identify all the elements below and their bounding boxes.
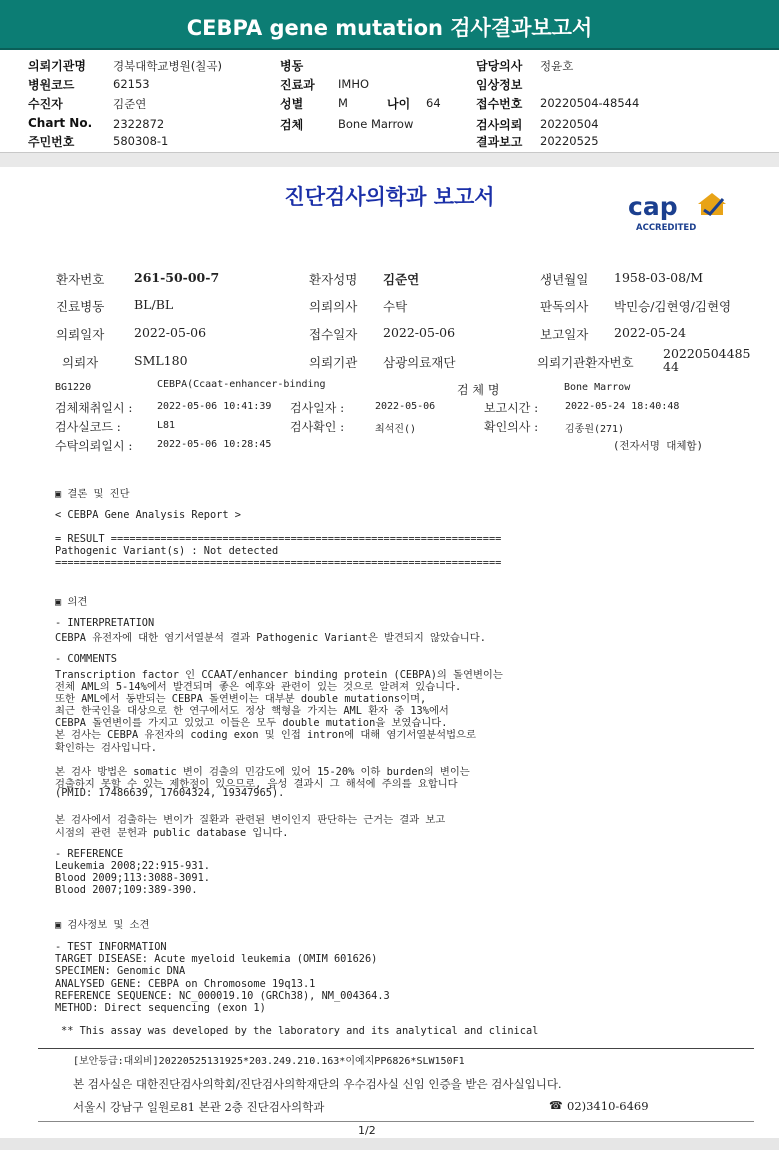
test-label: 확인의사 : — [484, 420, 539, 434]
address-text: 서울시 강남구 일원로81 본관 2층 진단검사의학과 — [73, 1100, 325, 1114]
header-value: IMHO — [338, 77, 370, 91]
section-test-info-heading: ▣ 검사정보 및 소견 — [55, 919, 150, 931]
document-title: CEBPA gene mutation 검사결과보고서 — [186, 16, 593, 40]
text-line: 전체 AML의 5-14%에서 발견되며 좋은 예후와 관련이 있는 것으로 알려져 있습니다. — [55, 680, 462, 693]
test-label: 보고시간 : — [484, 401, 539, 415]
footer-bottom-rule — [38, 1121, 754, 1122]
text-line: = RESULT =============================================================== — [55, 533, 502, 545]
header-value: 김준연 — [113, 97, 147, 111]
text-line: 시점의 관련 문헌과 public database 입니다. — [55, 826, 289, 839]
patient-value: 2022-05-06 — [383, 325, 456, 340]
text-line: < CEBPA Gene Analysis Report > — [55, 509, 241, 521]
header-label: 성별 — [280, 97, 304, 111]
patient-value: 박민승/김현영/김현영 — [614, 299, 732, 314]
patient-value: SML180 — [134, 353, 188, 368]
test-value: 2022-05-06 10:41:39 — [157, 401, 272, 412]
test-value: 2022-05-24 18:40:48 — [565, 401, 680, 412]
patient-value: 2022-05-24 — [614, 325, 687, 340]
header-band — [0, 153, 779, 167]
header-value: 20220504-48544 — [540, 96, 640, 110]
patient-label: 의뢰기관 — [309, 355, 358, 370]
text-line: 본 검사에서 검출하는 변이가 질환과 관련된 변이인지 판단하는 근거는 결과 보고 — [55, 814, 446, 827]
section-conclusion-heading: ▣ 결론 및 진단 — [55, 488, 130, 500]
header-label: Chart No. — [28, 116, 93, 130]
header-value: 20220504 — [540, 117, 599, 131]
text-line: Transcription factor 인 CCAAT/enhancer binding protein (CEBPA)의 돌연변이는 — [55, 668, 503, 681]
patient-label: 보고일자 — [540, 327, 589, 342]
patient-label: 진료병동 — [56, 299, 105, 314]
text-line: TARGET DISEASE: Acute myeloid leukemia (OMIM 601626) — [55, 953, 378, 966]
text-line: - TEST INFORMATION — [55, 941, 167, 953]
patient-value: 수탁 — [383, 299, 408, 314]
text-line: - REFERENCE — [55, 847, 124, 860]
assay-note: ** This assay was developed by the laboratory and its analytical and clinical — [61, 1025, 539, 1037]
header-label: 진료과 — [280, 78, 315, 92]
text-line: 본 검사 방법은 somatic 변이 검출의 민감도에 있어 15-20% 이하 burden의 변이는 — [55, 765, 470, 778]
text-line: Leukemia 2008;22:915-931. — [55, 860, 210, 872]
text-line: - COMMENTS — [55, 653, 117, 666]
header-label: 접수번호 — [476, 97, 523, 111]
patient-value: 261-50-00-7 — [134, 270, 220, 285]
patient-label: 의뢰의사 — [309, 299, 358, 314]
text-line: Blood 2009;113:3088-3091. — [55, 872, 210, 885]
test-name: CEBPA(Ccaat-enhancer-binding — [157, 379, 326, 390]
header-value: 20220525 — [540, 134, 599, 148]
text-line: 최근 한국인을 대상으로 한 연구에서도 정상 핵형을 가지는 AML 환자 중 13%에서 — [55, 705, 449, 718]
test-value: L81 — [157, 420, 176, 431]
cap-brand: cap — [628, 192, 678, 221]
text-line: ANALYSED GENE: CEBPA on Chromosome 19q13.1 — [55, 977, 316, 990]
test-label: 검사실코드 : — [55, 420, 121, 434]
cap-sub: ACCREDITED — [636, 223, 697, 233]
title-bar — [0, 0, 779, 50]
age-value: 64 — [426, 96, 441, 110]
header-label: 병원코드 — [28, 78, 75, 92]
patient-label: 환자번호 — [56, 272, 105, 287]
patient-label: 판독의사 — [540, 299, 589, 314]
text-line: CEBPA 유전자에 대한 염기서열분석 결과 Pathogenic Variant은 발견되지 않았습니다. — [55, 632, 486, 645]
header-value: M — [338, 96, 348, 110]
footer-top-rule — [38, 1048, 754, 1049]
test-value: 2022-05-06 10:28:45 — [157, 439, 272, 450]
header-label: 임상정보 — [476, 78, 523, 92]
page-band — [0, 1138, 779, 1150]
patient-value: 1958-03-08/M — [614, 270, 704, 285]
phone-number: 02)3410-6469 — [567, 1099, 649, 1113]
header-value: 580308-1 — [113, 134, 169, 148]
age-label: 나이 — [387, 97, 411, 111]
security-line: [보안등급:대외비]20220525131925*203.249.210.163*이예지PP6826*SLW150F1 — [73, 1056, 465, 1067]
patient-value: 2022050448544 — [663, 346, 751, 374]
header-label: 결과보고 — [476, 135, 523, 149]
patient-label: 생년월일 — [540, 272, 589, 287]
test-value: 김종원(271) — [565, 424, 625, 435]
section-opinion-heading: ▣ 의견 — [55, 596, 88, 608]
patient-label: 환자성명 — [309, 272, 358, 287]
text-line: CEBPA 돌연변이를 가지고 있었고 이들은 모두 double mutation을 보였습니다. — [55, 717, 448, 730]
patient-value: BL/BL — [134, 297, 174, 312]
header-label: 주민번호 — [28, 135, 75, 149]
header-label: 담당의사 — [476, 59, 523, 73]
test-value: 2022-05-06 — [375, 401, 436, 412]
patient-value: 삼광의료재단 — [383, 355, 456, 370]
header-value: 정윤호 — [540, 59, 574, 73]
certification-text: 본 검사실은 대한진단검사의학회/진단검사의학재단의 우수검사실 신임 인증을 받은 검사실입니다. — [73, 1077, 562, 1091]
text-line: SPECIMEN: Genomic DNA — [55, 965, 186, 978]
specimen-value: Bone Marrow — [564, 382, 631, 393]
text-line: 본 검사는 CEBPA 유전자의 coding exon 및 인접 intron에 대해 염기서열분석법으로 — [55, 729, 476, 742]
text-line: 또한 AML에서 동반되는 CEBPA 돌연변이는 대부분 double mutations이며, — [55, 692, 427, 705]
text-line: METHOD: Direct sequencing (exon 1) — [55, 1002, 266, 1014]
test-value: 최석진() — [375, 424, 417, 435]
header-label: 의뢰기관명 — [28, 59, 86, 73]
patient-label: 의뢰기관환자번호 — [537, 355, 634, 370]
patient-label: 의뢰자 — [62, 355, 99, 370]
page-number: 1/2 — [358, 1124, 376, 1137]
patient-value: 김준연 — [383, 272, 420, 287]
test-label: 검사일자 : — [290, 401, 345, 415]
telephone-icon: ☎ — [549, 1099, 563, 1112]
patient-value: 2022-05-06 — [134, 325, 207, 340]
report-title: 진단검사의학과 보고서 — [284, 184, 495, 209]
text-line: 검출하지 못할 수 있는 제한점이 있으므로, 음성 결과시 그 해석에 주의를 요합니다 — [55, 777, 458, 790]
text-line: ======================================================================== — [55, 557, 502, 569]
specimen-label: 검 체 명 — [457, 383, 500, 397]
text-line: REFERENCE SEQUENCE: NC_000019.10 (GRCh38), NM_004364.3 — [55, 989, 390, 1002]
text-line: 확인하는 검사입니다. — [55, 741, 157, 754]
patient-label: 의뢰일자 — [56, 327, 105, 342]
text-line: (PMID: 17486639, 17604324, 19347965). — [55, 787, 285, 800]
header-value: 경북대학교병원(칠곡) — [113, 59, 222, 73]
header-label: 검사의뢰 — [476, 118, 523, 132]
text-line: Blood 2007;109:389-390. — [55, 884, 198, 897]
patient-label: 접수일자 — [309, 327, 358, 342]
header-label: 검체 — [280, 118, 304, 132]
header-value: 2322872 — [113, 117, 165, 131]
header-label: 병동 — [280, 59, 304, 73]
cap-accredited-logo — [626, 190, 730, 238]
test-code: BG1220 — [55, 382, 92, 393]
header-label: 수진자 — [28, 97, 63, 111]
test-label: 수탁의뢰일시 : — [55, 439, 133, 453]
text-line: Pathogenic Variant(s) : Not detected — [55, 545, 279, 557]
test-label: 검사확인 : — [290, 420, 345, 434]
header-value: 62153 — [113, 77, 150, 91]
sign-note: (전자서명 대체함) — [613, 440, 703, 452]
text-line: - INTERPRETATION — [55, 617, 155, 629]
header-value: Bone Marrow — [338, 117, 414, 131]
test-label: 검체채취일시 : — [55, 401, 133, 415]
